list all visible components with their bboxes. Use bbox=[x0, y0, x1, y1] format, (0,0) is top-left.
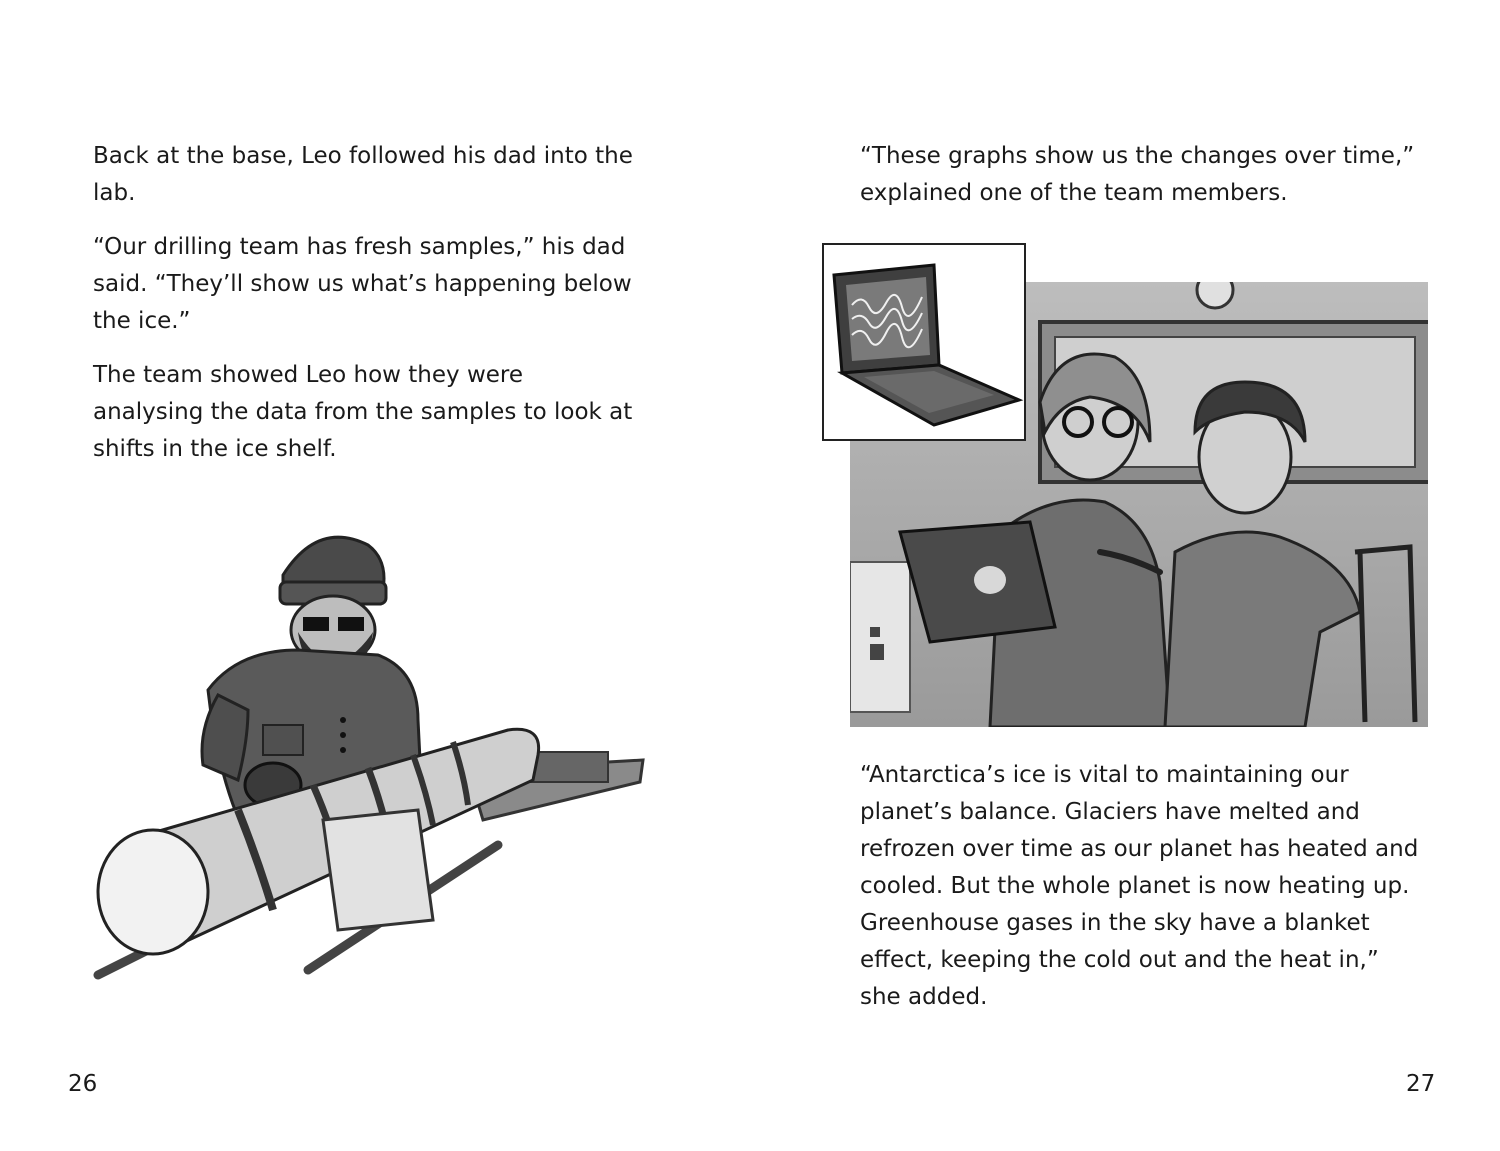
paragraph: Back at the base, Leo followed his dad into the lab. bbox=[93, 143, 633, 206]
right-page bbox=[750, 0, 1500, 1151]
page-number: 26 bbox=[68, 1071, 98, 1097]
paragraph: The team showed Leo how they were analysing the data from the samples to look at shifts in the ice shelf. bbox=[93, 362, 633, 462]
page-number: 27 bbox=[1406, 1071, 1436, 1097]
paragraph: “Antarctica’s ice is vital to maintaining our planet’s balance. Glaciers have melted and refrozen over time as our planet has heated and cooled. But the whole planet is now heating up. Greenhouse gases in the sky have a blanket effect, keeping the cold out and the heat in,” she added. bbox=[860, 762, 1419, 1010]
paragraph: “These graphs show us the changes over time,” explained one of the team members. bbox=[860, 143, 1415, 206]
paragraph: “Our drilling team has fresh samples,” his dad said. “They’ll show us what’s happening below the ice.” bbox=[93, 234, 632, 334]
illustration-ice-core-driller bbox=[88, 520, 648, 995]
left-page-text bbox=[93, 138, 633, 468]
laptop-inset-image bbox=[822, 243, 1026, 441]
right-page-bottom-text bbox=[860, 757, 1420, 1016]
right-page-top-text bbox=[860, 138, 1420, 212]
